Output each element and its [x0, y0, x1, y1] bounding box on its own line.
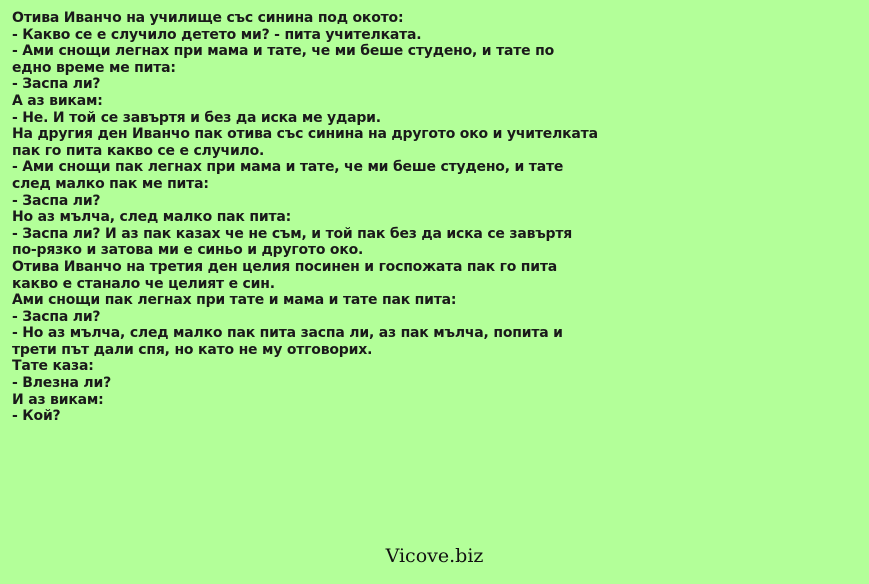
joke-line: - Влезна ли? — [12, 375, 112, 392]
joke-line: какво е станало че целият е син. — [12, 275, 275, 292]
joke-line: - Ами снощи пак легнах при мама и тате, че ми беше студено, и тате — [12, 159, 564, 176]
joke-line: И аз викам: — [12, 391, 104, 408]
joke-line: едно време ме пита: — [12, 59, 176, 76]
joke-line: Отива Иванчо на училище със синина под окото: — [12, 10, 404, 26]
joke-line: по-рязко и затова ми е синьо и другото око. — [12, 242, 364, 259]
joke-line: - Заспа ли? — [12, 76, 101, 93]
joke-line: - Заспа ли? — [12, 192, 101, 209]
joke-line: - Ами снощи легнах при мама и тате, че ми беше студено, и тате по — [12, 43, 555, 60]
site-watermark: Vicove.biz — [385, 545, 484, 567]
joke-line: Отива Иванчо на третия ден целия посинен и госпожата пак го пита — [12, 258, 558, 275]
joke-line: Ами снощи пак легнах при тате и мама и тате пак пита: — [12, 292, 457, 309]
joke-line: - Какво се е случило детето ми? - пита учителката. — [12, 26, 422, 43]
joke-line: пак го пита какво се е случило. — [12, 142, 265, 159]
joke-line: - Заспа ли? И аз пак казах че не съм, и той пак без да иска се завъртя — [12, 225, 573, 242]
joke-line: трети път дали спя, но като не му отговорих. — [12, 341, 373, 358]
joke-line: - Но аз мълча, след малко пак пита заспа ли, аз пак мълча, попита и — [12, 325, 563, 342]
joke-line: - Кой? — [12, 408, 61, 425]
joke-line: - Заспа ли? — [12, 308, 101, 325]
joke-text — [12, 10, 862, 425]
joke-line: На другия ден Иванчо пак отива със синина на другото око и учителката — [12, 126, 598, 143]
joke-line: А аз викам: — [12, 92, 103, 109]
joke-line: след малко пак ме пита: — [12, 175, 209, 192]
joke-line: Тате каза: — [12, 358, 94, 375]
joke-line: - Не. И той се завъртя и без да иска ме удари. — [12, 109, 381, 126]
joke-line: Но аз мълча, след малко пак пита: — [12, 209, 292, 226]
